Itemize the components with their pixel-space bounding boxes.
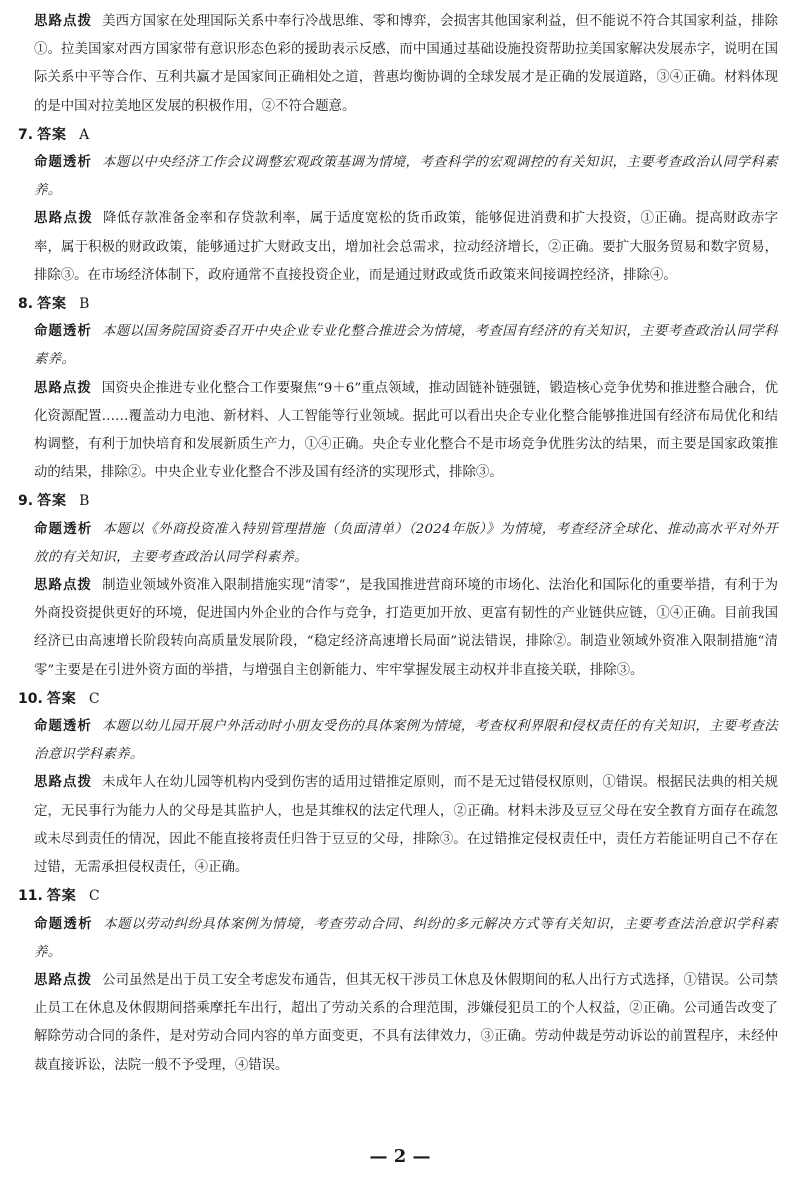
- hint-paragraph: [18, 205, 778, 290]
- hint-label: 思路点拨: [34, 578, 93, 594]
- question-number: 8.: [18, 296, 34, 313]
- answer-value: C: [88, 690, 100, 707]
- hint-text: 降低存款准备金率和存贷款利率，属于适度宽松的货币政策，能够促进消费和扩大投资，①正确。提高财政赤字率，属于积极的财政政策，能够通过扩大财政支出，增加社会总需求，拉动经济增长，②正确。要扩大服务贸易和数字贸易，排除③。在市场经济体制下，政府通常不直接投资企业，而是通过财政或货币政策来间接调控经济，排除④。: [34, 211, 778, 283]
- hint-label: 思路点拨: [34, 14, 93, 29]
- hint-paragraph: [18, 769, 778, 882]
- question-number: 9.: [18, 493, 34, 510]
- answer-label: 答案: [37, 126, 68, 143]
- intro-text: 美西方国家在处理国际关系中奉行冷战思维、零和博弈，会损害其他国家利益，但不能说不符合其国家利益，排除①。拉美国家对西方国家带有意识形态色彩的援助表示反感，而中国通过基础设施投资帮助拉美国家解决发展赤字，说明在国际关系中平等合作、互利共赢才是国家间正确相处之道，普惠均衡协调的全球发展才是正确的发展道路，③④正确。材料体现的是中国对拉美地区发展的积极作用，②不符合题意。: [34, 14, 779, 114]
- hint-label: 思路点拨: [34, 380, 92, 396]
- answer-label: 答案: [46, 888, 77, 905]
- analysis-text: 本题以中央经济工作会议调整宏观政策基调为情境，考查科学的宏观调控的有关知识，主要考查政治认同学科素养。: [34, 155, 778, 199]
- answer-value: B: [79, 493, 90, 510]
- analysis-paragraph: [18, 149, 778, 205]
- hint-text: 公司虽然是出于员工安全考虑发布通告，但其无权干涉员工休息及休假期间的私人出行方式选择，①错误。公司禁止员工在休息及休假期间搭乘摩托车出行，超出了劳动关系的合理范围，涉嫌侵犯员工的个人权益，②正确。公司通告改变了解除劳动合同的条件，是对劳动合同内容的单方面变更，不具有法律效力，③正确。劳动仲裁是劳动诉讼的前置程序，未经仲裁直接诉讼，法院一般不予受理，④错误。: [34, 972, 779, 1073]
- hint-text: 国资央企推进专业化整合工作要聚焦“9＋6”重点领域，推动固链补链强链，锻造核心竞争优势和推进整合融合，优化资源配置……覆盖动力电池、新材料、人工智能等行业领域。据此可以看出央企专业化整合能够推进国有经济布局优化和结构调整，有利于加快培育和发展新质生产力，①④正确。央企专业化整合不是市场竞争优胜劣汰的结果，而主要是国家政策推动的结果，排除②。中央企业专业化整合不涉及国有经济的实现形式，排除③。: [34, 380, 779, 481]
- answer-label: 答案: [37, 493, 68, 510]
- answer-label: 答案: [46, 690, 77, 707]
- answer-value: B: [79, 296, 90, 313]
- question-header: [18, 487, 778, 515]
- answer-label: 答案: [37, 296, 68, 313]
- hint-paragraph: [18, 967, 778, 1080]
- question-number: 7.: [18, 126, 34, 143]
- analysis-text: 本题以劳动纠纷具体案例为情境，考查劳动合同、纠纷的多元解决方式等有关知识，主要考查法治意识学科素养。: [34, 916, 778, 960]
- analysis-label: 命题透析: [34, 155, 92, 171]
- analysis-paragraph: [18, 713, 778, 769]
- question-header: [18, 290, 778, 318]
- hint-text: 制造业领域外资准入限制措施实现“清零”，是我国推进营商环境的市场化、法治化和国际化的重要举措，有利于为外商投资提供更好的环境，促进国内外企业的合作与竞争，打造更加开放、更富有韧性的产业链供应链，①④正确。目前我国经济已由高速增长阶段转向高质量发展阶段，“稳定经济高速增长局面”说法错误，排除②。制造业领域外资准入限制措施“清零”主要是在引进外资方面的举措，与增强自主创新能力、牢牢掌握发展主动权并非直接关联，排除③。: [34, 578, 778, 678]
- analysis-paragraph: [18, 911, 778, 967]
- question-header: [18, 882, 778, 910]
- analysis-label: 命题透析: [34, 521, 93, 537]
- question-header: [18, 685, 778, 713]
- question-number: 10.: [18, 690, 43, 707]
- hint-label: 思路点拨: [34, 972, 93, 988]
- analysis-text: 本题以国务院国资委召开中央企业专业化整合推进会为情境，考查国有经济的有关知识，主要考查政治认同学科素养。: [34, 324, 778, 368]
- question-number: 11.: [18, 888, 43, 905]
- hint-paragraph: [18, 572, 778, 685]
- answer-value: C: [88, 888, 100, 905]
- question-header: [18, 121, 778, 149]
- analysis-text: 本题以《外商投资准入特别管理措施（负面清单）（2024年版）》为情境，考查经济全球化、推动高水平对外开放的有关知识，主要考查政治认同学科素养。: [34, 521, 778, 565]
- hint-label: 思路点拨: [34, 211, 94, 227]
- answer-value: A: [79, 126, 90, 143]
- analysis-label: 命题透析: [34, 916, 94, 932]
- intro-paragraph: [18, 8, 778, 121]
- analysis-paragraph: [18, 318, 778, 374]
- hint-paragraph: [18, 375, 778, 488]
- analysis-label: 命题透析: [34, 719, 92, 735]
- analysis-label: 命题透析: [34, 324, 92, 340]
- hint-text: 未成年人在幼儿园等机构内受到伤害的适用过错推定原则，而不是无过错侵权原则，①错误。根据民法典的相关规定，无民事行为能力人的父母是其监护人，也是其维权的法定代理人，②正确。材料未涉及豆豆父母在安全教育方面存在疏忽或未尽到责任的情况，因此不能直接将责任归咎于豆豆的父母，排除③。在过错推定侵权责任中，责任方若能证明自己不存在过错，无需承担侵权责任，④正确。: [34, 775, 779, 876]
- page-number: — 2 —: [369, 1146, 431, 1167]
- analysis-text: 本题以幼儿园开展户外活动时小朋友受伤的具体案例为情境，考查权利界限和侵权责任的有关知识，主要考查法治意识学科素养。: [34, 719, 778, 763]
- hint-label: 思路点拨: [34, 775, 93, 791]
- analysis-paragraph: [18, 516, 778, 572]
